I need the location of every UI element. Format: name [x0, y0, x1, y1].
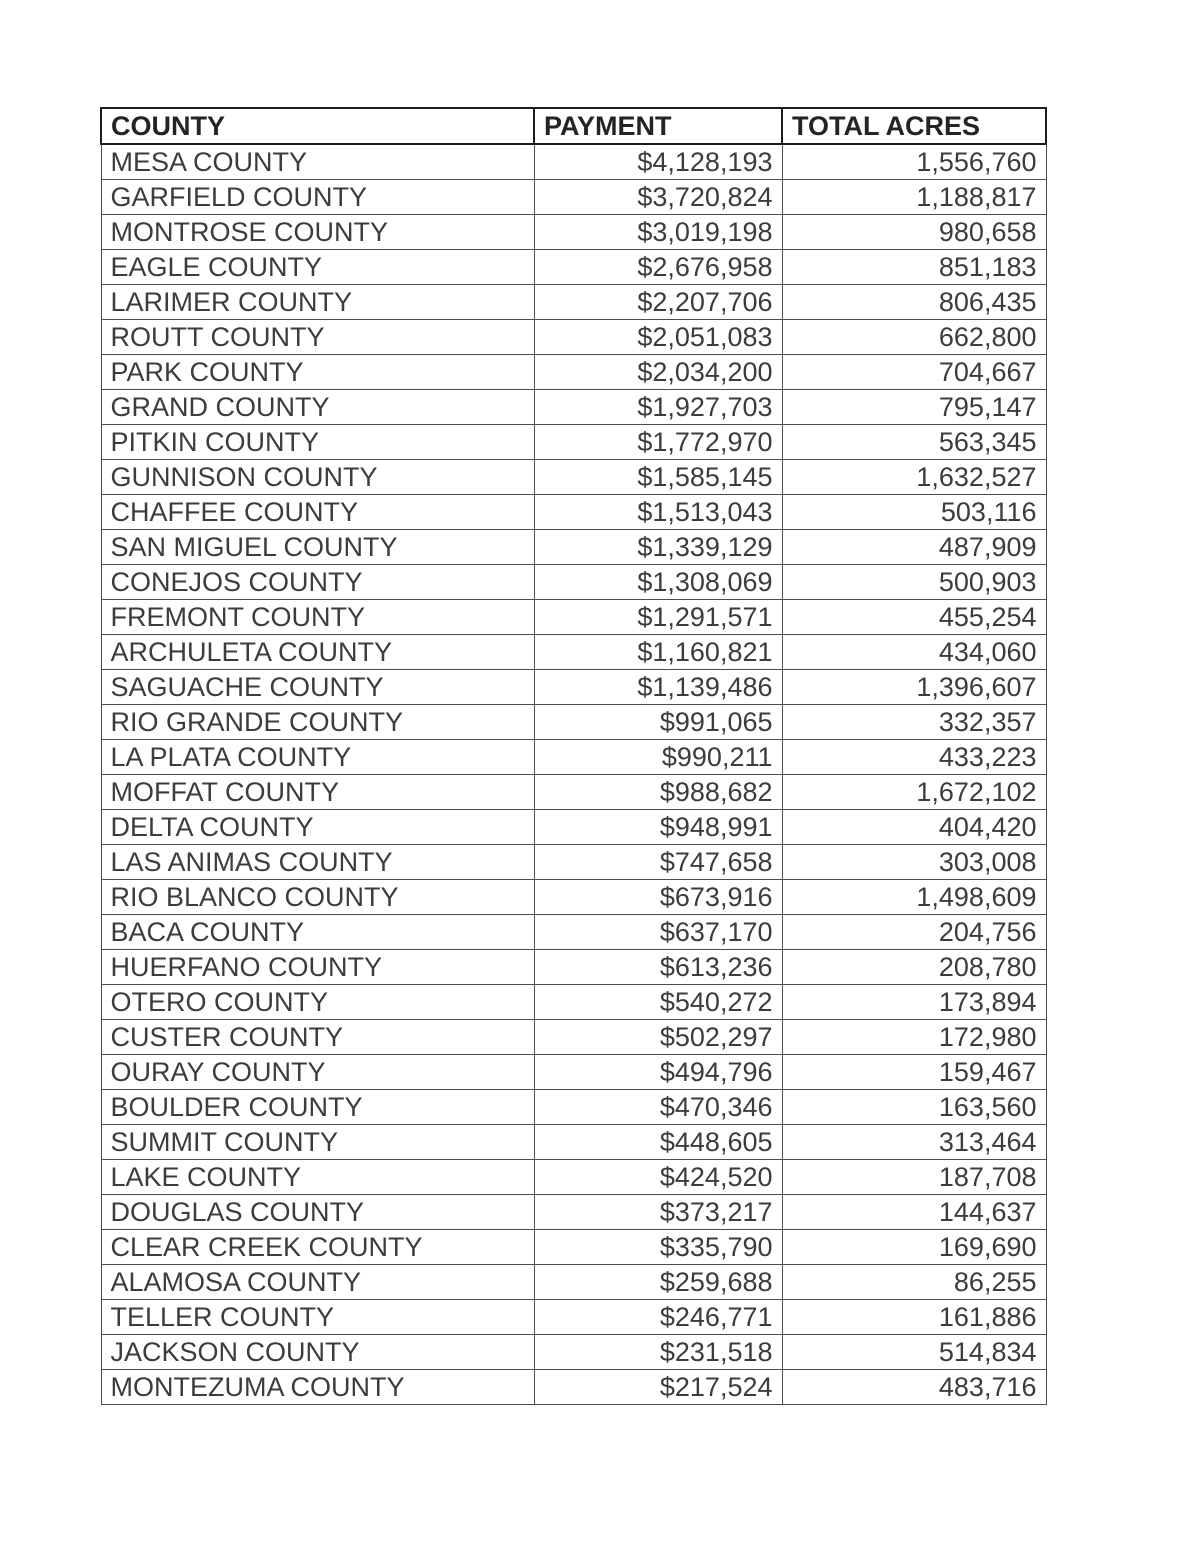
- table-row: [101, 1230, 1046, 1265]
- cell-county: SAN MIGUEL COUNTY: [101, 530, 534, 565]
- cell-acres: 169,690: [782, 1230, 1046, 1265]
- cell-county: SUMMIT COUNTY: [101, 1125, 534, 1160]
- cell-county: RIO GRANDE COUNTY: [101, 705, 534, 740]
- cell-payment: $502,297: [534, 1020, 782, 1055]
- cell-payment: $2,051,083: [534, 320, 782, 355]
- table-row: [101, 180, 1046, 215]
- cell-payment: $2,676,958: [534, 250, 782, 285]
- cell-acres: 144,637: [782, 1195, 1046, 1230]
- table-row: [101, 985, 1046, 1020]
- cell-county: GRAND COUNTY: [101, 390, 534, 425]
- cell-payment: $637,170: [534, 915, 782, 950]
- table-row: [101, 1090, 1046, 1125]
- cell-county: RIO BLANCO COUNTY: [101, 880, 534, 915]
- cell-payment: $335,790: [534, 1230, 782, 1265]
- cell-county: ROUTT COUNTY: [101, 320, 534, 355]
- cell-acres: 662,800: [782, 320, 1046, 355]
- table-row: [101, 215, 1046, 250]
- cell-acres: 851,183: [782, 250, 1046, 285]
- cell-payment: $613,236: [534, 950, 782, 985]
- cell-county: PARK COUNTY: [101, 355, 534, 390]
- cell-payment: $1,291,571: [534, 600, 782, 635]
- cell-acres: 795,147: [782, 390, 1046, 425]
- table-row: [101, 1265, 1046, 1300]
- county-payment-table: [100, 107, 1047, 1405]
- table-row: [101, 845, 1046, 880]
- cell-payment: $231,518: [534, 1335, 782, 1370]
- cell-county: ALAMOSA COUNTY: [101, 1265, 534, 1300]
- table-row: [101, 1160, 1046, 1195]
- cell-payment: $448,605: [534, 1125, 782, 1160]
- cell-county: LA PLATA COUNTY: [101, 740, 534, 775]
- table-row: [101, 530, 1046, 565]
- table-row: [101, 460, 1046, 495]
- cell-acres: 487,909: [782, 530, 1046, 565]
- cell-acres: 514,834: [782, 1335, 1046, 1370]
- cell-payment: $988,682: [534, 775, 782, 810]
- cell-payment: $2,207,706: [534, 285, 782, 320]
- cell-payment: $1,139,486: [534, 670, 782, 705]
- cell-acres: 1,556,760: [782, 144, 1046, 180]
- table-row: [101, 425, 1046, 460]
- cell-payment: $373,217: [534, 1195, 782, 1230]
- cell-acres: 173,894: [782, 985, 1046, 1020]
- table-row: [101, 1125, 1046, 1160]
- cell-payment: $2,034,200: [534, 355, 782, 390]
- cell-acres: 1,188,817: [782, 180, 1046, 215]
- cell-county: LAKE COUNTY: [101, 1160, 534, 1195]
- cell-acres: 204,756: [782, 915, 1046, 950]
- table-row: [101, 880, 1046, 915]
- cell-acres: 332,357: [782, 705, 1046, 740]
- cell-acres: 303,008: [782, 845, 1046, 880]
- header-payment: PAYMENT: [534, 108, 782, 144]
- cell-acres: 806,435: [782, 285, 1046, 320]
- table-row: [101, 1195, 1046, 1230]
- cell-county: CONEJOS COUNTY: [101, 565, 534, 600]
- cell-county: DOUGLAS COUNTY: [101, 1195, 534, 1230]
- cell-county: OTERO COUNTY: [101, 985, 534, 1020]
- cell-acres: 980,658: [782, 215, 1046, 250]
- cell-payment: $990,211: [534, 740, 782, 775]
- cell-county: PITKIN COUNTY: [101, 425, 534, 460]
- header-county: COUNTY: [101, 108, 534, 144]
- cell-payment: $3,019,198: [534, 215, 782, 250]
- cell-payment: $540,272: [534, 985, 782, 1020]
- cell-county: MONTROSE COUNTY: [101, 215, 534, 250]
- cell-county: GARFIELD COUNTY: [101, 180, 534, 215]
- cell-county: LARIMER COUNTY: [101, 285, 534, 320]
- cell-county: SAGUACHE COUNTY: [101, 670, 534, 705]
- cell-county: LAS ANIMAS COUNTY: [101, 845, 534, 880]
- table-row: [101, 495, 1046, 530]
- cell-payment: $1,308,069: [534, 565, 782, 600]
- cell-payment: $4,128,193: [534, 144, 782, 180]
- table-row: [101, 740, 1046, 775]
- cell-county: CUSTER COUNTY: [101, 1020, 534, 1055]
- table-row: [101, 915, 1046, 950]
- cell-payment: $747,658: [534, 845, 782, 880]
- cell-acres: 159,467: [782, 1055, 1046, 1090]
- table-row: [101, 250, 1046, 285]
- cell-payment: $673,916: [534, 880, 782, 915]
- cell-county: MOFFAT COUNTY: [101, 775, 534, 810]
- cell-county: CLEAR CREEK COUNTY: [101, 1230, 534, 1265]
- table-row: [101, 285, 1046, 320]
- cell-acres: 1,632,527: [782, 460, 1046, 495]
- table-row: [101, 705, 1046, 740]
- cell-acres: 434,060: [782, 635, 1046, 670]
- table-row: [101, 144, 1046, 180]
- cell-payment: $424,520: [534, 1160, 782, 1195]
- cell-county: TELLER COUNTY: [101, 1300, 534, 1335]
- header-total-acres: TOTAL ACRES: [782, 108, 1046, 144]
- cell-payment: $1,927,703: [534, 390, 782, 425]
- cell-acres: 563,345: [782, 425, 1046, 460]
- cell-payment: $259,688: [534, 1265, 782, 1300]
- cell-acres: 1,498,609: [782, 880, 1046, 915]
- table-row: [101, 775, 1046, 810]
- cell-county: JACKSON COUNTY: [101, 1335, 534, 1370]
- table-row: [101, 1020, 1046, 1055]
- table-row: [101, 1370, 1046, 1405]
- table-row: [101, 390, 1046, 425]
- cell-acres: 500,903: [782, 565, 1046, 600]
- table-row: [101, 600, 1046, 635]
- cell-payment: $1,339,129: [534, 530, 782, 565]
- cell-county: MESA COUNTY: [101, 144, 534, 180]
- cell-acres: 161,886: [782, 1300, 1046, 1335]
- cell-acres: 1,396,607: [782, 670, 1046, 705]
- cell-county: MONTEZUMA COUNTY: [101, 1370, 534, 1405]
- cell-payment: $470,346: [534, 1090, 782, 1125]
- cell-county: ARCHULETA COUNTY: [101, 635, 534, 670]
- cell-payment: $948,991: [534, 810, 782, 845]
- cell-acres: 433,223: [782, 740, 1046, 775]
- cell-county: OURAY COUNTY: [101, 1055, 534, 1090]
- table-row: [101, 635, 1046, 670]
- cell-acres: 455,254: [782, 600, 1046, 635]
- cell-acres: 704,667: [782, 355, 1046, 390]
- cell-acres: 483,716: [782, 1370, 1046, 1405]
- table-row: [101, 1335, 1046, 1370]
- table-row: [101, 565, 1046, 600]
- cell-county: BACA COUNTY: [101, 915, 534, 950]
- cell-acres: 86,255: [782, 1265, 1046, 1300]
- table-row: [101, 810, 1046, 845]
- table-row: [101, 320, 1046, 355]
- cell-payment: $3,720,824: [534, 180, 782, 215]
- cell-acres: 1,672,102: [782, 775, 1046, 810]
- cell-acres: 503,116: [782, 495, 1046, 530]
- cell-payment: $217,524: [534, 1370, 782, 1405]
- cell-payment: $1,585,145: [534, 460, 782, 495]
- table-row: [101, 950, 1046, 985]
- table-row: [101, 670, 1046, 705]
- table-row: [101, 1300, 1046, 1335]
- cell-acres: 208,780: [782, 950, 1046, 985]
- cell-acres: 187,708: [782, 1160, 1046, 1195]
- cell-payment: $1,513,043: [534, 495, 782, 530]
- cell-acres: 163,560: [782, 1090, 1046, 1125]
- cell-payment: $246,771: [534, 1300, 782, 1335]
- table-body: [101, 144, 1046, 1405]
- table-header-row: [101, 108, 1046, 144]
- cell-payment: $991,065: [534, 705, 782, 740]
- cell-payment: $1,160,821: [534, 635, 782, 670]
- cell-acres: 313,464: [782, 1125, 1046, 1160]
- cell-acres: 404,420: [782, 810, 1046, 845]
- cell-county: FREMONT COUNTY: [101, 600, 534, 635]
- table-row: [101, 355, 1046, 390]
- cell-acres: 172,980: [782, 1020, 1046, 1055]
- table-row: [101, 1055, 1046, 1090]
- cell-county: CHAFFEE COUNTY: [101, 495, 534, 530]
- cell-county: BOULDER COUNTY: [101, 1090, 534, 1125]
- cell-county: GUNNISON COUNTY: [101, 460, 534, 495]
- cell-county: HUERFANO COUNTY: [101, 950, 534, 985]
- cell-county: DELTA COUNTY: [101, 810, 534, 845]
- cell-payment: $1,772,970: [534, 425, 782, 460]
- cell-county: EAGLE COUNTY: [101, 250, 534, 285]
- cell-payment: $494,796: [534, 1055, 782, 1090]
